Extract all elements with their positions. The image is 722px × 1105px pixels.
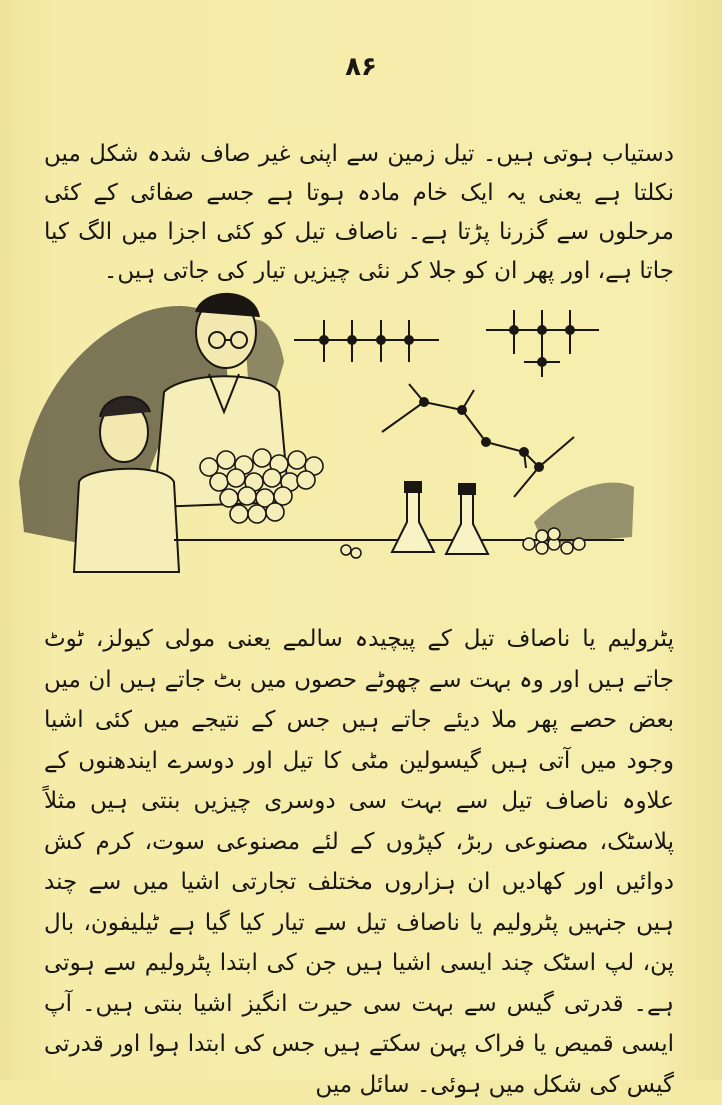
- molecule-diagram-zigzag: [382, 384, 574, 497]
- molecule-cluster: [200, 449, 323, 523]
- flask-right: [446, 484, 488, 554]
- page-number: ۸۶: [345, 52, 377, 82]
- paragraph-top: دستیاب ہوتی ہیں۔ تیل زمین سے اپنی غیر صاف شدہ شکل میں نکلتا ہے یعنی یہ ایک خام مادہ ہوتا ہے جسے صفائی کے کئی مرحلوں سے گزرنا پڑتا ہے۔ ناصاف تیل کو کئی اجزا میں الگ کیا جاتا ہے، اور پھر ان کو جلا کر نئی چیزیں تیار کی جاتی ہیں۔: [44, 141, 674, 284]
- molecule-diagram-chain: [294, 320, 439, 362]
- flask-left: [392, 482, 434, 552]
- paragraph-bottom: پٹرولیم یا ناصاف تیل کے پیچیدہ سالمے یعنی مولی کیولز، ٹوٹ جاتے ہیں اور وہ بہت سے چھوٹے حصوں میں بٹ جاتے ہیں ان میں بعض حصے پھر ملا دیئے جاتے ہیں جس کے نتیجے میں کئی اشیا وجود میں آتی ہیں گیسولین مٹی کا تیل اور دوسرے ایندھنوں کے علاوہ ناصاف تیل سے بہت سی دوسری چیزیں بنتی ہیں مثلاً پلاسٹک، مصنوعی ربڑ، کپڑوں کے لئے مصنوعی سوت، کرم کش دوائیں اور کھادیں ان ہزاروں مختلف تجارتی اشیا میں سے چند ہیں جنہیں پٹرولیم یا ناصاف تیل سے تیار کیا گیا ہے ٹیلیفون، بال پن، لپ اسٹک چند ایسی اشیا ہیں جن کی ابتدا پٹرولیم سے ہوتی ہے۔ قدرتی گیس سے بہت سی حیرت انگیز اشیا بنتی ہیں۔ آپ ایسی قمیص یا فراک پہن سکتے ہیں جس کی ابتدا ہوا اور قدرتی گیس کی شکل میں ہوئی۔ سائل میں: [44, 626, 674, 1098]
- chemistry-illustration: [14, 282, 639, 582]
- molecule-diagram-branched: [486, 310, 599, 377]
